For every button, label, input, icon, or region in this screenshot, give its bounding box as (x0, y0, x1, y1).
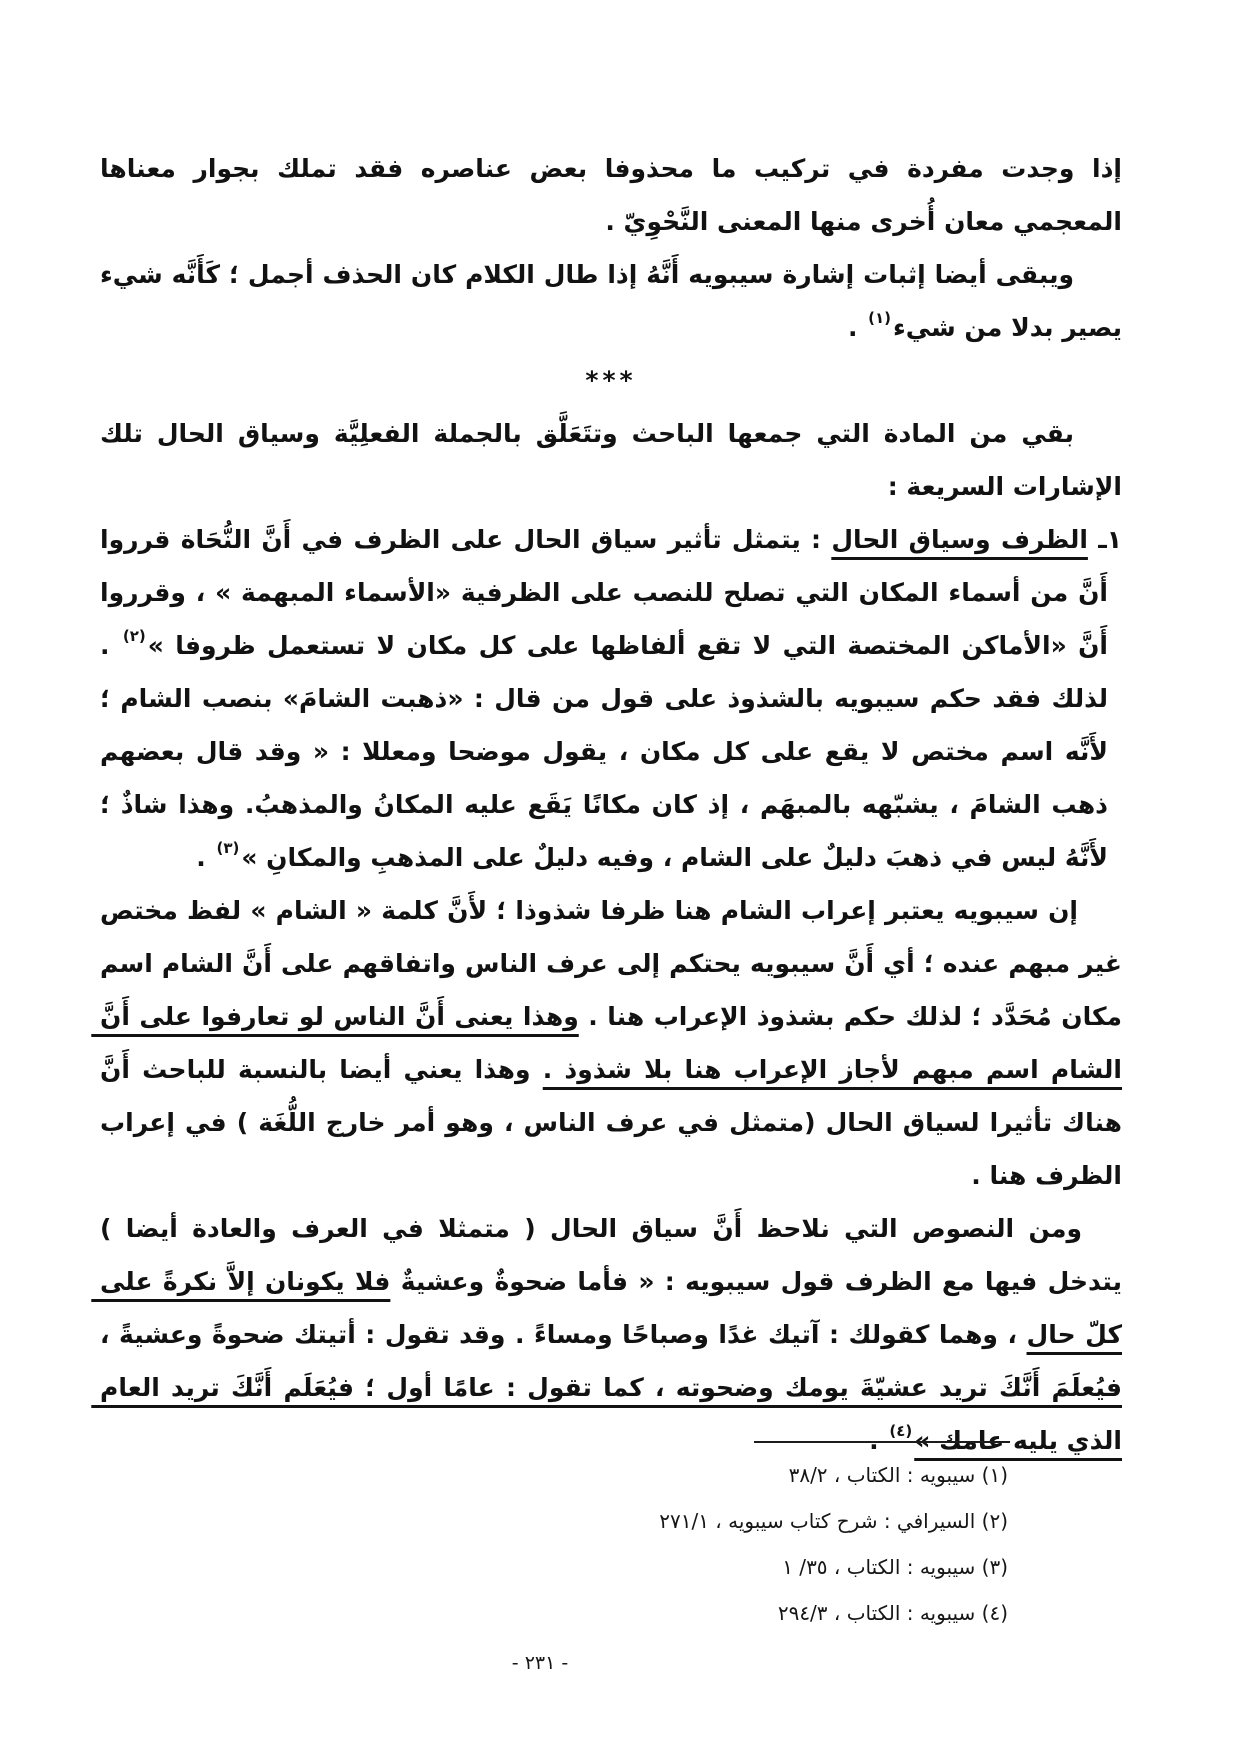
footnote-item (448, 1498, 1008, 1544)
footnote-item (448, 1590, 1008, 1636)
footnote-text: (٣) سيبويه : الكتاب ، (827, 1555, 1008, 1579)
footnote-ref-number: ٢٩٤/٣ (777, 1601, 828, 1625)
text-run: . (869, 1426, 888, 1455)
footnote-text: (١) سيبويه : الكتاب ، (827, 1463, 1008, 1487)
text-run: . لذلك فقد حكم سيبويه بالشذوذ على قول من قال : «ذهبت الشامَ» بنصب الشام ؛ لأَنَّه اسم مختص لا يقع على كل مكان ، يقول موضحا ومعللا : « وقد قال بعضهم ذهب الشامَ ، يشبّهه بالمبهَم ، إذ كان مكانًا يَقَع عليه المكانُ والمذهبُ. وهذا شاذٌ ؛ لأَنَّهُ ليس في ذهبَ دليلٌ على الشام ، وفيه دليلٌ على المذهبِ والمكانِ » (91, 631, 1108, 872)
paragraph-continuation (91, 142, 1122, 248)
footnote-ref-number: ٣٨/٢ (788, 1463, 828, 1487)
paragraph-texts (91, 1202, 1122, 1467)
footnote-separator (754, 1441, 1010, 1443)
body-text (91, 142, 1123, 1467)
footnote-text: (٢) السيرافي : شرح كتاب سيبويه ، (708, 1509, 1008, 1533)
paragraph-intro (91, 407, 1122, 513)
footnote-ref-number: ٣٥/ ١ (782, 1555, 828, 1579)
underlined-text: وهذا يعنى أَنَّ الناس لو تعارفوا على أَنَّ الشام اسم مبهم لأجاز الإعراب هنا بلا شذوذ . (91, 1002, 1122, 1084)
footnote-marker: (٣) (216, 838, 240, 857)
text-run: : يتمثل تأثير سياق الحال على الظرف في أَنَّ النُّحَاة قرروا أَنَّ من أسماء المكان التي تصلح للنصب على الظرفية «الأسماء المبهمة » ، وقرروا أَنَّ «الأماكن المختصة التي لا تقع ألفاظها على كل مكان لا تستعمل ظروفا » (91, 525, 1108, 660)
underlined-text: فيُعلَمَ أَنَّكَ تريد عشيّةَ يومك وضحوته ، كما تقول : عامًا أول ؛ فيُعَلَم أَنَّكَ تريد العام الذي يليه عامك » (91, 1373, 1122, 1455)
footnote-marker: (١) (868, 308, 892, 327)
section-heading: الظرف وسياق الحال (831, 525, 1088, 554)
footnote-ref-number: ٢٧١/١ (659, 1509, 709, 1533)
paragraph-item-1 (91, 513, 1123, 884)
paragraph-analysis (91, 884, 1122, 1202)
text-run: بقي من المادة التي جمعها الباحث وتتَعَلَّق بالجملة الفعلِيَّة وسياق الحال تلك الإشارات السريعة : (91, 419, 1122, 501)
footnote-marker: (٤) (889, 1421, 913, 1440)
underlined-text: فلا يكونان إلاَّ نكرةً على كلّ حال (91, 1267, 1122, 1349)
text-run: *** (585, 366, 637, 395)
paragraph-hadhf (91, 248, 1122, 354)
text-run: . (847, 313, 867, 342)
stars-divider (100, 354, 1122, 407)
text-run: ، وهما كقولك : آتيك غدًا وصباحًا ومساءً . وقد تقول : أتيتك ضحوةً وعشيةً ، (91, 1320, 1027, 1349)
text-run: ويبقى أيضا إثبات إشارة سيبويه أَنَّهُ إذا طال الكلام كان الحذف أجمل ؛ كَأَنَّه شيء يصير بدلا من شيء (91, 260, 1122, 342)
text-run: ومن النصوص التي نلاحظ أَنَّ سياق الحال ( متمثلا في العرف والعادة أيضا ) يتدخل فيها مع الظرف قول سيبويه : « فأما ضحوةٌ وعشيةٌ (91, 1214, 1122, 1296)
page-number: - ٢٣١ - (511, 1652, 569, 1674)
footnote-item (448, 1544, 1008, 1590)
text-run: ١ـ (1087, 525, 1123, 554)
text-run: إذا وجدت مفردة في تركيب ما محذوفا بعض عناصره فقد تملك بجوار معناها المعجمي معان أُخرى منها المعنى النَّحْوِيّ . (91, 154, 1122, 236)
footnotes (448, 1452, 1008, 1636)
text-run: . (196, 843, 215, 872)
text-run: وهذا يعني أيضا بالنسبة للباحث أَنَّ هناك تأثيرا لسياق الحال (متمثل في عرف الناس ، وهو أمر خارج اللُّغَة ) في إعراب الظرف هنا . (91, 1055, 1122, 1190)
footnote-item (448, 1452, 1008, 1498)
footnote-text: (٤) سيبويه : الكتاب ، (827, 1601, 1008, 1625)
footnote-marker: (٢) (122, 626, 146, 645)
text-run: إن سيبويه يعتبر إعراب الشام هنا ظرفا شذوذا ؛ لأَنَّ كلمة « الشام » لفظ مختص غير مبهم عنده ؛ أي أَنَّ سيبويه يحتكم إلى عرف الناس واتفاقهم على أَنَّ الشام اسم مكان مُحَدَّد ؛ لذلك حكم بشذوذ الإعراب هنا . (91, 896, 1122, 1031)
